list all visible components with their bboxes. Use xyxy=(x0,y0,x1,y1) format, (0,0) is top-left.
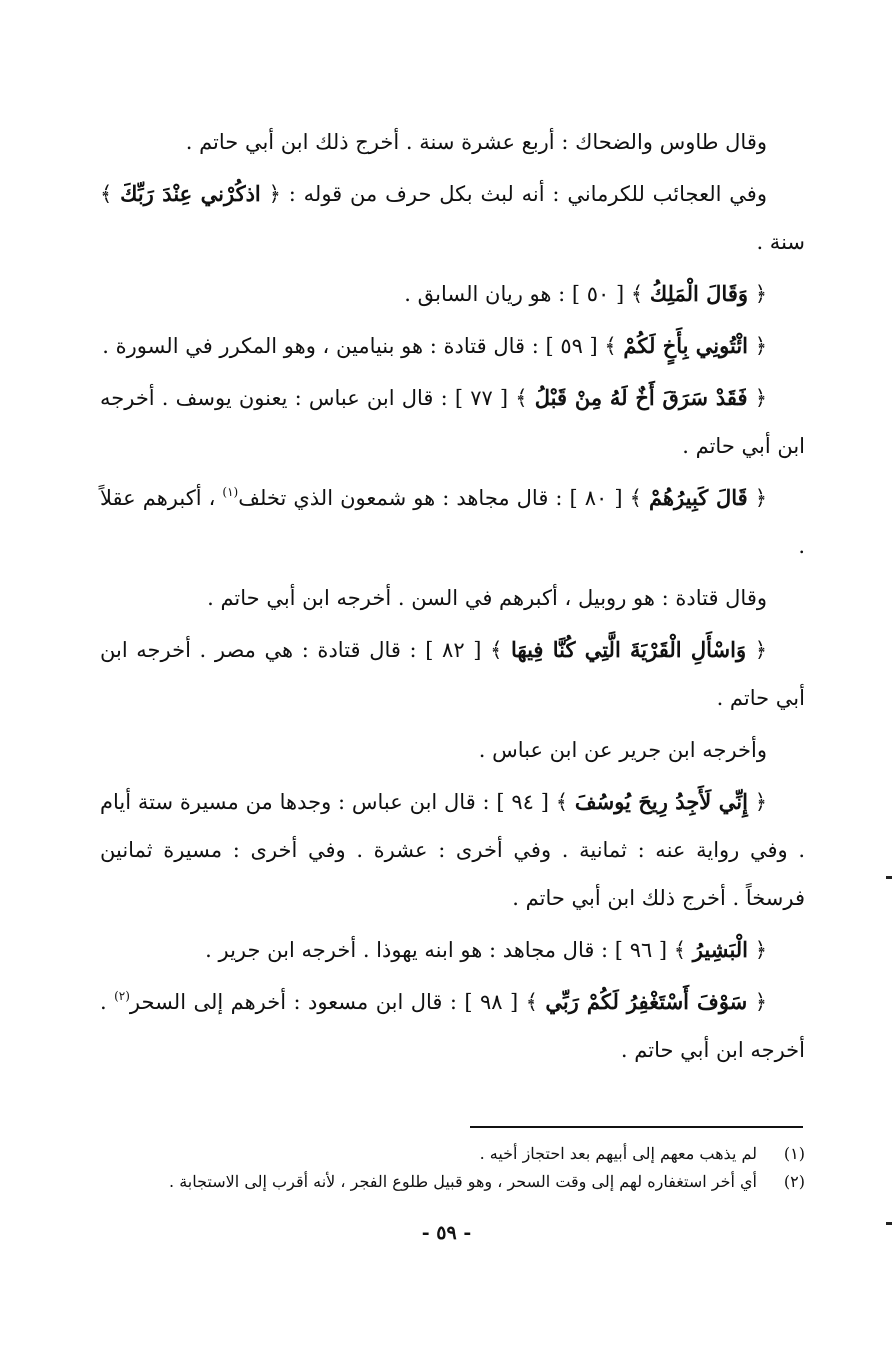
quran-verse xyxy=(630,485,767,510)
footnote xyxy=(100,1168,805,1196)
paragraph xyxy=(100,926,805,974)
paragraph xyxy=(100,778,805,922)
paragraph xyxy=(100,626,805,722)
quran-verse xyxy=(604,333,767,358)
quran-verse xyxy=(674,937,767,962)
verse-text: سَوْفَ أَسْتَغْفِرُ لَكُمْ رَبِّي xyxy=(545,989,748,1014)
ornate-bracket-close: ﴾ xyxy=(555,790,575,814)
paragraph-text: ، أكبرهم عقلاً . xyxy=(100,486,805,558)
quran-verse xyxy=(631,281,767,306)
ornate-bracket-close: ﴾ xyxy=(629,486,649,510)
ornate-bracket-close: ﴾ xyxy=(673,938,693,962)
ornate-bracket-close: ﴾ xyxy=(490,638,511,662)
scan-edge-mark xyxy=(886,876,892,879)
ornate-bracket-open: ﴿ xyxy=(748,282,767,306)
footnote-number: (١) xyxy=(783,1144,805,1163)
paragraph-text: [ ٩٤ ] : قال ابن عباس : وجدها من مسيرة ستة أيام . وفي رواية عنه : ثمانية . وفي أخرى : عشرة . وفي أخرى : مسيرة ثمانين فرسخاً . أخرج ذلك ابن أبي حاتم . xyxy=(100,790,805,910)
footnote-separator xyxy=(470,1126,803,1128)
paragraph xyxy=(100,374,805,470)
ornate-bracket-close: ﴾ xyxy=(100,182,121,206)
paragraph-text: وفي العجائب للكرماني : أنه لبث بكل حرف من قوله : xyxy=(280,182,767,206)
paragraph-text: [ ٥٩ ] : قال قتادة : هو بنيامين ، وهو المكرر في السورة . xyxy=(102,334,605,358)
ornate-bracket-open: ﴿ xyxy=(747,990,768,1014)
quran-verse xyxy=(490,637,767,662)
paragraph xyxy=(100,322,805,370)
verse-text: فَقَدْ سَرَقَ أَخٌ لَهُ مِنْ قَبْلُ xyxy=(534,385,748,410)
ornate-bracket-close: ﴾ xyxy=(525,990,546,1014)
page-number: - ٥٩ - xyxy=(421,1222,472,1244)
verse-text: قَالَ كَبِيرُهُمْ xyxy=(648,485,748,510)
footnote-marker: (٢) xyxy=(114,989,130,1003)
paragraph-text: [ ٥٠ ] : هو ريان السابق . xyxy=(404,282,631,306)
verse-text: اذكُرْني عِنْدَ رَبِّكَ xyxy=(120,181,261,206)
verse-text: الْبَشِيرُ xyxy=(692,937,749,962)
ornate-bracket-open: ﴿ xyxy=(747,790,768,814)
paragraph xyxy=(100,978,805,1074)
quran-verse xyxy=(100,181,281,206)
footnote-text: لم يذهب معهم إلى أبيهم بعد احتجاز أخيه . xyxy=(479,1144,757,1163)
paragraph-text: وقال طاوس والضحاك : أربع عشرة سنة . أخرج ذلك ابن أبي حاتم . xyxy=(185,130,767,154)
footnote-number: (٢) xyxy=(783,1172,805,1191)
verse-text: ائْتُونِي بِأَخٍ لَكُمْ xyxy=(623,333,749,358)
footnote-text: أي أخر استغفاره لهم إلى وقت السحر ، وهو قبيل طلوع الفجر ، لأنه أقرب إلى الاستجابة . xyxy=(169,1172,757,1191)
paragraph xyxy=(100,118,805,166)
scan-edge-mark xyxy=(886,1222,892,1225)
paragraph-text: وقال قتادة : هو روبيل ، أكبرهم في السن . أخرجه ابن أبي حاتم . xyxy=(207,586,767,610)
paragraph-text: سنة . xyxy=(756,230,805,254)
ornate-bracket-open: ﴿ xyxy=(260,182,281,206)
ornate-bracket-close: ﴾ xyxy=(515,386,535,410)
paragraph xyxy=(100,170,805,266)
verse-text: إِنِّي لَأَجِدُ رِيحَ يُوسُفَ xyxy=(574,789,748,814)
ornate-bracket-open: ﴿ xyxy=(748,938,767,962)
footnote-marker: (١) xyxy=(222,485,239,499)
paragraph-text: [ ٩٨ ] : قال ابن مسعود : أخرهم إلى السحر xyxy=(129,990,526,1014)
verse-text: وَقَالَ الْمَلِكُ xyxy=(649,281,749,306)
paragraph-text: . أخرجه ابن أبي حاتم . xyxy=(100,990,805,1062)
paragraph xyxy=(100,726,805,774)
ornate-bracket-open: ﴿ xyxy=(748,334,767,358)
footnote xyxy=(100,1140,805,1168)
paragraph-text: [ ٨٠ ] : قال مجاهد : هو شمعون الذي تخلف xyxy=(238,486,630,510)
ornate-bracket-open: ﴿ xyxy=(747,486,768,510)
paragraph-text: [ ٧٧ ] : قال ابن عباس : يعنون يوسف . أخرجه ابن أبي حاتم . xyxy=(100,386,805,458)
ornate-bracket-open: ﴿ xyxy=(746,638,768,662)
paragraph-text: [ ٩٦ ] : قال مجاهد : هو ابنه يهوذا . أخرجه ابن جرير . xyxy=(205,938,674,962)
paragraph xyxy=(100,474,805,570)
paragraph-text: وأخرجه ابن جرير عن ابن عباس . xyxy=(478,738,767,762)
footnotes xyxy=(100,1140,805,1196)
ornate-bracket-open: ﴿ xyxy=(747,386,768,410)
ornate-bracket-close: ﴾ xyxy=(604,334,624,358)
body-text xyxy=(100,118,805,1078)
paragraph xyxy=(100,270,805,318)
paragraph-text: [ ٨٢ ] : قال قتادة : هي مصر . أخرجه ابن أبي حاتم . xyxy=(100,638,805,710)
ornate-bracket-close: ﴾ xyxy=(630,282,650,306)
quran-verse xyxy=(515,385,767,410)
quran-verse xyxy=(526,989,767,1014)
verse-text: وَاسْأَلِ الْقَرْيَةَ الَّتِي كُنَّا فِيهَا xyxy=(511,637,747,662)
paragraph xyxy=(100,574,805,622)
quran-verse xyxy=(556,789,767,814)
